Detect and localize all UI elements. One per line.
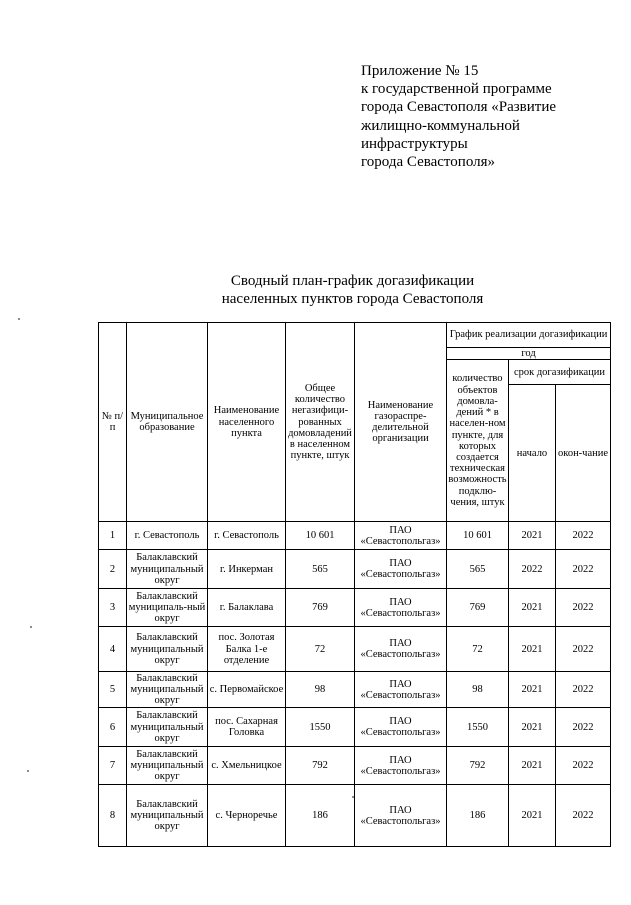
cell-end: 2022: [556, 589, 611, 627]
cell-no: 1: [99, 522, 127, 550]
cell-settlement: с. Черноречье: [208, 785, 286, 847]
appendix-line: инфраструктуры: [361, 135, 468, 152]
header-schedule: График реализации догазификации: [447, 323, 611, 348]
cell-start: 2022: [509, 550, 556, 589]
appendix-line: города Севастополя «Развитие: [361, 99, 557, 116]
cell-count: 792: [447, 747, 509, 785]
table-row: [99, 627, 611, 672]
cell-settlement: пос. Золотая Балка 1-е отделение: [208, 627, 286, 672]
cell-total: 769: [286, 589, 355, 627]
cell-start: 2021: [509, 747, 556, 785]
cell-end: 2022: [556, 708, 611, 747]
cell-no: 2: [99, 550, 127, 589]
table-row: [99, 708, 611, 747]
table-row: [99, 747, 611, 785]
cell-end: 2022: [556, 747, 611, 785]
cell-no: 6: [99, 708, 127, 747]
cell-municipality: Балаклавский муниципальный округ: [127, 708, 208, 747]
cell-total: 98: [286, 672, 355, 708]
cell-end: 2022: [556, 785, 611, 847]
cell-settlement: г. Балаклава: [208, 589, 286, 627]
header-total: Общее количество негазифици-рованных домовладений в населенном пункте, штук: [286, 323, 355, 522]
cell-municipality: Балаклавский муниципальный округ: [127, 627, 208, 672]
table-row: [99, 672, 611, 708]
cell-settlement: пос. Сахарная Головка: [208, 708, 286, 747]
table-row: [99, 550, 611, 589]
cell-no: 7: [99, 747, 127, 785]
header-term: срок догазификации: [509, 360, 611, 385]
cell-org: ПАО «Севастопольгаз»: [355, 589, 447, 627]
cell-total: 565: [286, 550, 355, 589]
cell-count: 1550: [447, 708, 509, 747]
cell-org: ПАО «Севастопольгаз»: [355, 550, 447, 589]
header-end: окон-чание: [556, 385, 611, 522]
cell-no: 8: [99, 785, 127, 847]
table-row: [99, 522, 611, 550]
document-title: [0, 272, 631, 308]
cell-count: 769: [447, 589, 509, 627]
scan-speck: [352, 796, 354, 798]
cell-start: 2021: [509, 672, 556, 708]
appendix-line: города Севастополя»: [361, 154, 496, 171]
cell-end: 2022: [556, 627, 611, 672]
cell-no: 4: [99, 627, 127, 672]
cell-start: 2021: [509, 522, 556, 550]
title-line-1: Сводный план-график догазификации: [230, 273, 475, 289]
header-gas-org: Наименование газораспре-делительной организации: [355, 323, 447, 522]
cell-count: 72: [447, 627, 509, 672]
scan-speck: [18, 318, 20, 320]
cell-municipality: Балаклавский муниципальный округ: [127, 550, 208, 589]
cell-end: 2022: [556, 672, 611, 708]
cell-settlement: с. Первомайское: [208, 672, 286, 708]
cell-org: ПАО «Севастопольгаз»: [355, 747, 447, 785]
cell-start: 2021: [509, 785, 556, 847]
appendix-line: жилищно-коммунальной: [361, 117, 520, 134]
cell-start: 2021: [509, 708, 556, 747]
cell-org: ПАО «Севастопольгаз»: [355, 672, 447, 708]
cell-settlement: г. Севастополь: [208, 522, 286, 550]
cell-count: 186: [447, 785, 509, 847]
cell-settlement: с. Хмельницкое: [208, 747, 286, 785]
table-row: [99, 785, 611, 847]
cell-org: ПАО «Севастопольгаз»: [355, 522, 447, 550]
header-year: год: [447, 348, 611, 360]
cell-org: ПАО «Севастопольгаз»: [355, 627, 447, 672]
cell-municipality: Балаклавский муниципальный округ: [127, 672, 208, 708]
appendix-line: к государственной программе: [361, 81, 552, 98]
cell-total: 792: [286, 747, 355, 785]
cell-org: ПАО «Севастопольгаз»: [355, 708, 447, 747]
cell-total: 186: [286, 785, 355, 847]
title-line-2: населенных пунктов города Севастополя: [221, 291, 484, 307]
cell-total: 10 601: [286, 522, 355, 550]
cell-no: 3: [99, 589, 127, 627]
scan-speck: [27, 770, 29, 772]
cell-end: 2022: [556, 522, 611, 550]
cell-total: 1550: [286, 708, 355, 747]
table-row: [99, 589, 611, 627]
cell-settlement: г. Инкерман: [208, 550, 286, 589]
scan-speck: [30, 626, 32, 628]
cell-start: 2021: [509, 589, 556, 627]
appendix-line: Приложение № 15: [361, 63, 479, 79]
header-start: начало: [509, 385, 556, 522]
cell-total: 72: [286, 627, 355, 672]
cell-count: 10 601: [447, 522, 509, 550]
cell-municipality: г. Севастополь: [127, 522, 208, 550]
header-no: № п/п: [99, 323, 127, 522]
cell-org: ПАО «Севастопольгаз»: [355, 785, 447, 847]
header-count: количество объектов домовла-дений * в населен-ном пункте, для которых создается техническая возможность подклю-чения, штук: [447, 360, 509, 522]
cell-count: 565: [447, 550, 509, 589]
header-settlement: Наименование населенного пункта: [208, 323, 286, 522]
appendix-block: [361, 62, 621, 171]
header-municipality: Муниципальное образование: [127, 323, 208, 522]
cell-municipality: Балаклавский муниципальный округ: [127, 747, 208, 785]
plan-table: [98, 322, 611, 847]
cell-municipality: Балаклавский муниципаль-ный округ: [127, 589, 208, 627]
cell-end: 2022: [556, 550, 611, 589]
cell-no: 5: [99, 672, 127, 708]
cell-start: 2021: [509, 627, 556, 672]
cell-count: 98: [447, 672, 509, 708]
cell-municipality: Балаклавский муниципальный округ: [127, 785, 208, 847]
